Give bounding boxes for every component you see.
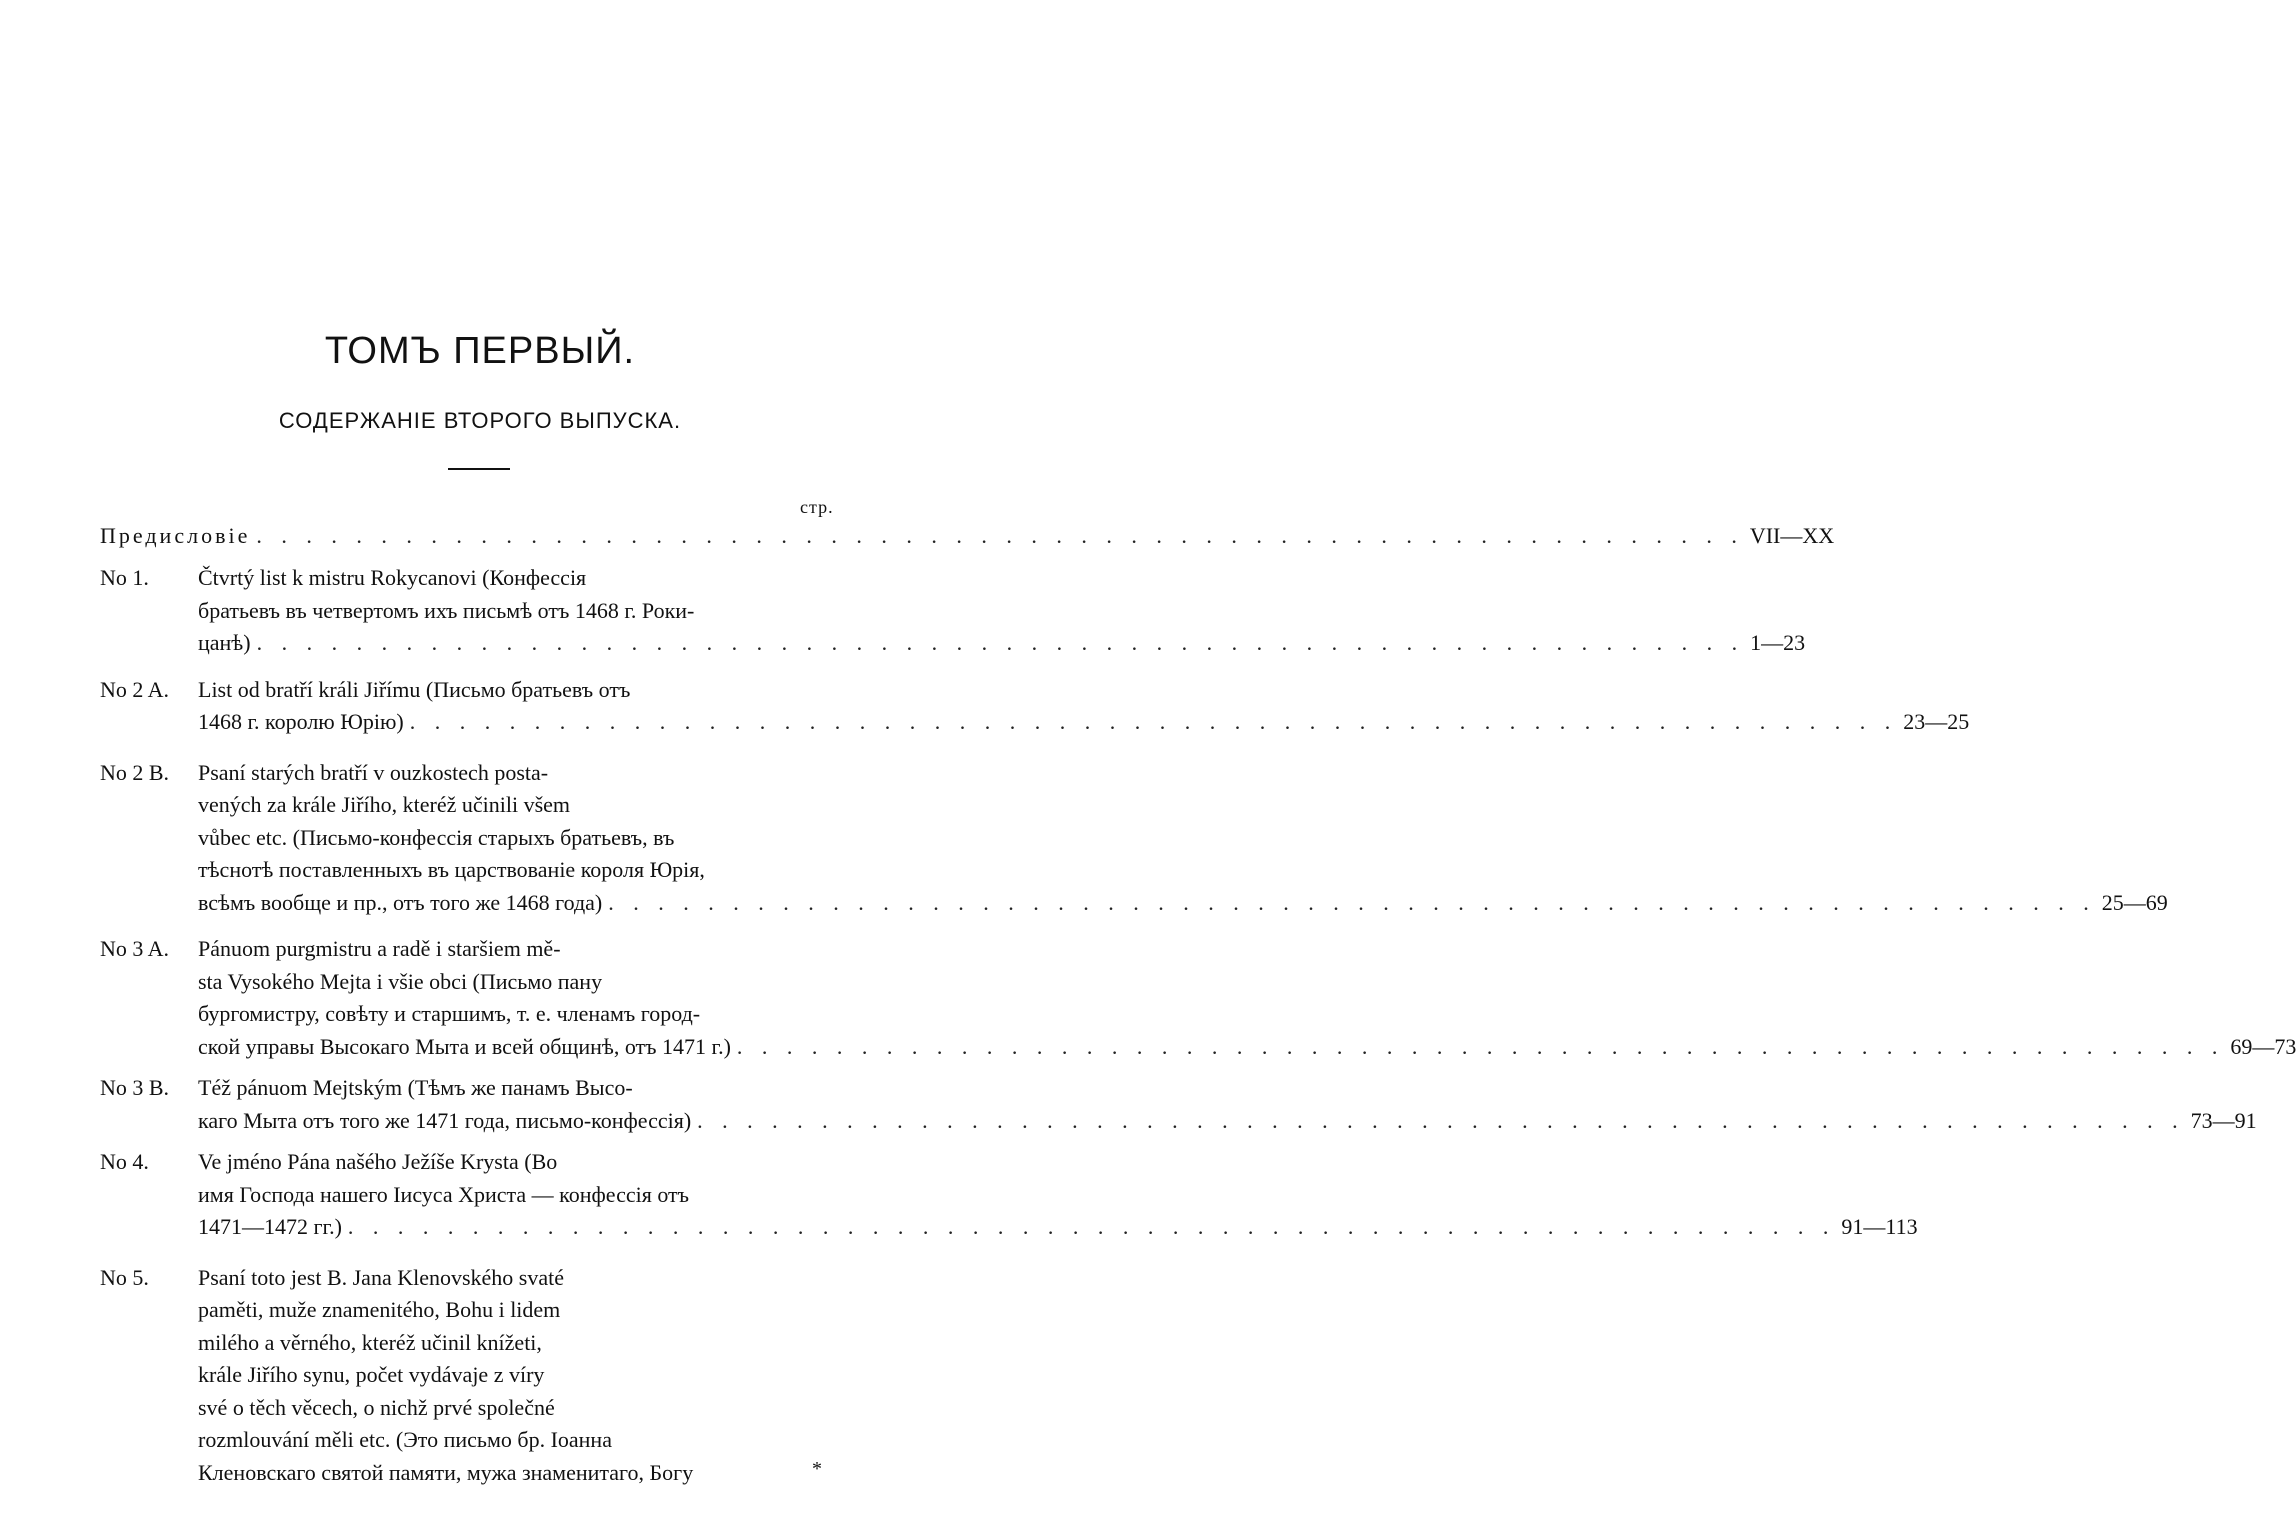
entry-line bbox=[198, 757, 2168, 790]
entry-line-text: List od bratří králi Jiřímu (Письмо братьевъ отъ bbox=[198, 676, 631, 702]
toc-entry bbox=[100, 1262, 865, 1490]
entry-number: No 5. bbox=[100, 1264, 149, 1290]
dot-leader: . . . . . . . . . . . . . . . . . . . . . . . . . . . . . . . . . . . . . . . . . . . . . . . . . . . . . . . . . . . . bbox=[256, 630, 1745, 655]
entry-line bbox=[198, 1294, 865, 1327]
entry-line-text: Též pánuom Mejtským (Тѣмъ же панамъ Высо- bbox=[198, 1075, 633, 1100]
entry-number: No 4. bbox=[100, 1149, 149, 1174]
entry-line-text: Ve jméno Pána našého Ježíše Krysta (Во bbox=[198, 1149, 558, 1174]
entry-line-text: rozmlouvání měli etc. (Это письмо бр. Іоанна bbox=[198, 1427, 612, 1452]
dot-leader: . . . . . . . . . . . . . . . . . . . . . . . . . . . . . . . . . . . . . . . . . . . . . . . . . . . . . . . . . . . . bbox=[736, 1033, 2225, 1059]
entry-line bbox=[198, 1211, 1918, 1244]
entry-line bbox=[198, 1072, 2257, 1105]
page-column-label: стр. bbox=[800, 497, 834, 517]
volume-title: ТОМЪ ПЕРВЫЙ. bbox=[324, 330, 636, 372]
toc-entry-preface bbox=[100, 520, 1835, 552]
preface-pages: VII—XX bbox=[1749, 523, 1835, 548]
entry-line-text: 1468 г. королю Юрію) bbox=[198, 709, 404, 734]
entry-line bbox=[198, 1327, 865, 1360]
dot-leader: . . . . . . . . . . . . . . . . . . . . . . . . . . . . . . . . . . . . . . . . . . . . . . . . . . . . . . . . . . . . bbox=[409, 709, 1898, 734]
entry-line bbox=[198, 1359, 865, 1392]
entry-line bbox=[198, 998, 2296, 1031]
entry-line bbox=[198, 595, 1805, 628]
entry-line-text: sta Vysokého Mejta i všie obci (Письмо пану bbox=[198, 968, 603, 994]
entry-pages: 69—73 bbox=[2230, 1033, 2296, 1059]
entry-line bbox=[198, 674, 1969, 707]
entry-number: No 2 B. bbox=[100, 759, 170, 785]
entry-pages: 91—113 bbox=[1841, 1214, 1918, 1239]
entry-line-text: братьевъ въ четвертомъ ихъ письмѣ отъ 1468 г. Роки- bbox=[198, 597, 695, 623]
entry-line bbox=[198, 887, 2168, 920]
entry-line bbox=[198, 1179, 1918, 1212]
entry-body bbox=[198, 674, 1969, 739]
entry-line-text: цанѣ) bbox=[198, 630, 251, 655]
entry-line-text: Pánuom purgmistru a radě i staršiem mě- bbox=[198, 936, 561, 961]
toc-entry bbox=[100, 1146, 1918, 1244]
entry-line-text: vůbec etc. (Письмо-конфессія старыхъ братьевъ, въ bbox=[198, 824, 675, 850]
entry-line bbox=[198, 1146, 1918, 1179]
entry-line-text: milého a věrného, kteréž učinil knížeti, bbox=[198, 1329, 542, 1355]
entry-body bbox=[198, 1262, 865, 1490]
entry-line bbox=[198, 854, 2168, 887]
entry-line bbox=[198, 1262, 865, 1295]
entry-line bbox=[198, 789, 2168, 822]
entry-line bbox=[198, 1031, 2296, 1064]
toc-entry bbox=[100, 1072, 2257, 1137]
entry-pages: 1—23 bbox=[1750, 630, 1806, 655]
decorative-rule bbox=[448, 468, 510, 470]
preface-title: Предисловіе bbox=[100, 523, 251, 548]
table-of-contents bbox=[100, 520, 2296, 1489]
entry-body bbox=[198, 1072, 2257, 1137]
entry-line bbox=[198, 1105, 2257, 1138]
entry-number: No 3 A. bbox=[100, 936, 170, 961]
dot-leader: . . . . . . . . . . . . . . . . . . . . . . . . . . . . . . . . . . . . . . . . . . . . . . . . . . . . . . . . . . . . bbox=[347, 1214, 1836, 1239]
entry-pages: 23—25 bbox=[1903, 709, 1970, 734]
entry-line-text: бургомистру, совѣту и старшимъ, т. е. членамъ город- bbox=[198, 1001, 701, 1026]
entry-pages: 25—69 bbox=[2101, 889, 2168, 915]
entry-body bbox=[198, 562, 1805, 660]
entry-line-text: каго Мыта отъ того же 1471 года, письмо-конфессія) bbox=[198, 1107, 692, 1133]
toc-entry bbox=[100, 933, 2296, 1063]
entry-body bbox=[198, 757, 2168, 920]
entry-number: No 3 B. bbox=[100, 1075, 170, 1100]
entry-line-text: krále Jiřího synu, počet vydávaje z víry bbox=[198, 1362, 545, 1387]
toc-entry bbox=[100, 562, 1806, 660]
entry-line-text: всѣмъ вообще и пр., отъ того же 1468 года) bbox=[198, 889, 603, 915]
entry-line bbox=[198, 966, 2296, 999]
dot-leader: . . . . . . . . . . . . . . . . . . . . . . . . . . . . . . . . . . . . . . . . . . . . . . . . . . . . . . . . . . . . bbox=[256, 523, 1744, 548]
entry-line-text: Psaní starých bratří v ouzkostech posta- bbox=[198, 759, 549, 785]
toc-entry bbox=[100, 757, 2168, 920]
entry-number: No 2 A. bbox=[100, 676, 170, 702]
entry-line bbox=[198, 822, 2168, 855]
entry-number: No 1. bbox=[100, 565, 149, 590]
entry-line bbox=[198, 706, 1969, 739]
entry-line-text: Psaní toto jest B. Jana Klenovského svaté bbox=[198, 1264, 565, 1290]
entry-line bbox=[198, 1424, 865, 1457]
entry-body bbox=[198, 933, 2296, 1063]
entry-line-text: paměti, muže znamenitého, Bohu i lidem bbox=[198, 1297, 561, 1322]
entry-line bbox=[198, 562, 1805, 595]
entry-line-text: 1471—1472 гг.) bbox=[198, 1214, 342, 1239]
entry-line bbox=[198, 627, 1805, 660]
entry-line bbox=[198, 1392, 865, 1425]
entry-pages: 73—91 bbox=[2190, 1107, 2257, 1133]
entry-line bbox=[198, 1457, 865, 1490]
entry-line-text: Čtvrtý list k mistru Rokycanovi (Конфессія bbox=[198, 565, 587, 590]
entry-line-text: имя Господа нашего Іисуса Христа — конфессія отъ bbox=[198, 1181, 690, 1207]
dot-leader: . . . . . . . . . . . . . . . . . . . . . . . . . . . . . . . . . . . . . . . . . . . . . . . . . . . . . . . . . . . . bbox=[608, 889, 2096, 915]
contents-heading: СОДЕРЖАНІЕ ВТОРОГО ВЫПУСКА. bbox=[278, 408, 682, 433]
entry-line bbox=[198, 933, 2296, 966]
signature-mark: * bbox=[812, 1458, 822, 1480]
entry-body bbox=[198, 1146, 1918, 1244]
dot-leader: . . . . . . . . . . . . . . . . . . . . . . . . . . . . . . . . . . . . . . . . . . . . . . . . . . . . . . . . . . . . bbox=[697, 1107, 2185, 1133]
entry-line-text: vených za krále Jiřího, kteréž učinili všem bbox=[198, 792, 571, 817]
entry-line-text: Кленовскаго святой памяти, мужа знаменитаго, Богу bbox=[198, 1459, 694, 1485]
entry-line-text: тѣснотѣ поставленныхъ въ царствованіе короля Юрія, bbox=[198, 857, 705, 882]
entry-line-text: své o těch věcech, o nichž prvé společné bbox=[198, 1394, 555, 1420]
entry-line-text: ской управы Высокаго Мыта и всей общинѣ, отъ 1471 г.) bbox=[198, 1033, 731, 1059]
toc-entry bbox=[100, 674, 1970, 739]
